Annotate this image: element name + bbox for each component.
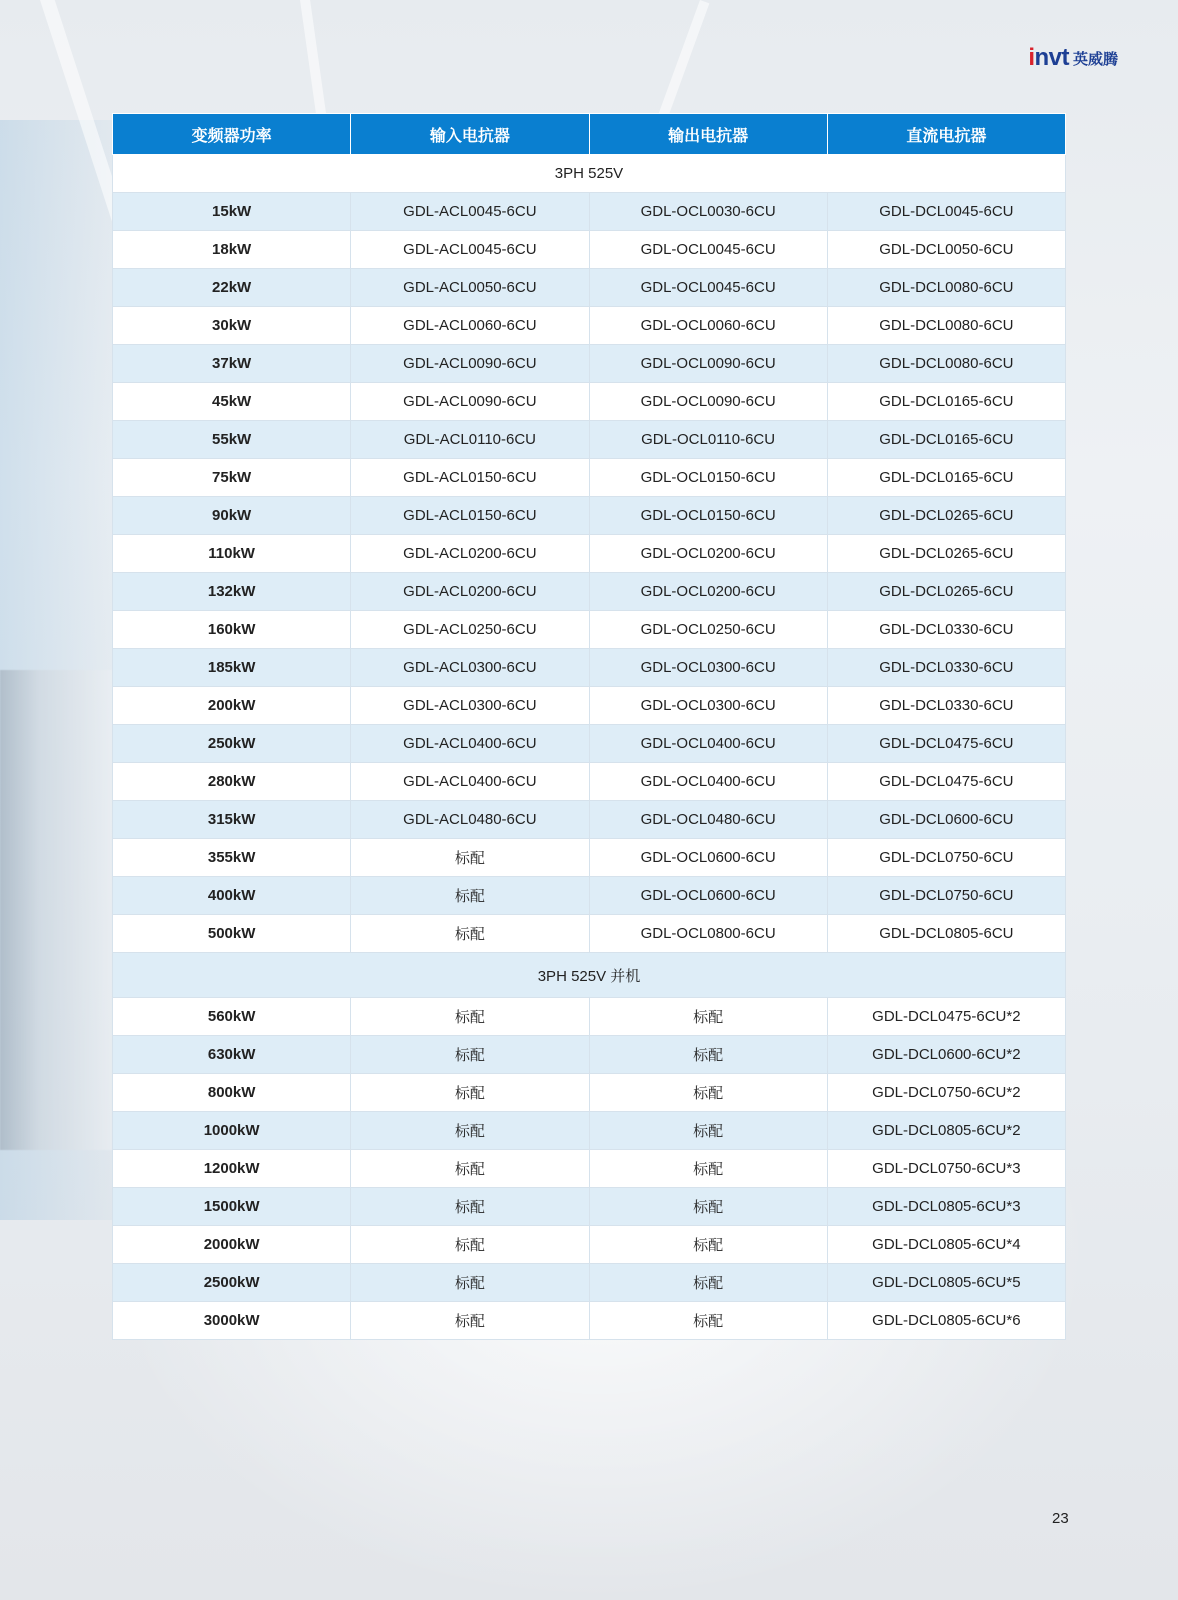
- table-row: [113, 497, 1066, 535]
- table-row: [113, 307, 1066, 345]
- cell-input-reactor: 标配: [351, 1264, 589, 1302]
- header-output-reactor: 输出电抗器: [589, 114, 827, 155]
- cell-dc-reactor: GDL-DCL0475-6CU: [827, 725, 1065, 763]
- table-row: [113, 231, 1066, 269]
- header-dc-reactor: 直流电抗器: [827, 114, 1065, 155]
- cell-output-reactor: GDL-OCL0200-6CU: [589, 573, 827, 611]
- cell-output-reactor: 标配: [589, 1036, 827, 1074]
- cell-input-reactor: 标配: [351, 1226, 589, 1264]
- cell-output-reactor: GDL-OCL0110-6CU: [589, 421, 827, 459]
- table-row: [113, 1302, 1066, 1340]
- table-row: [113, 725, 1066, 763]
- cell-dc-reactor: GDL-DCL0750-6CU: [827, 839, 1065, 877]
- cell-dc-reactor: GDL-DCL0750-6CU*3: [827, 1150, 1065, 1188]
- brand-mark-i: i: [1028, 44, 1035, 71]
- cell-output-reactor: GDL-OCL0300-6CU: [589, 649, 827, 687]
- cell-dc-reactor: GDL-DCL0805-6CU*5: [827, 1264, 1065, 1302]
- table-row: [113, 801, 1066, 839]
- cell-dc-reactor: GDL-DCL0750-6CU: [827, 877, 1065, 915]
- cell-output-reactor: GDL-OCL0800-6CU: [589, 915, 827, 953]
- cell-dc-reactor: GDL-DCL0600-6CU*2: [827, 1036, 1065, 1074]
- cell-power: 800kW: [113, 1074, 351, 1112]
- table-row: [113, 383, 1066, 421]
- table-row: [113, 611, 1066, 649]
- cell-power: 160kW: [113, 611, 351, 649]
- cell-output-reactor: GDL-OCL0200-6CU: [589, 535, 827, 573]
- cell-input-reactor: GDL-ACL0480-6CU: [351, 801, 589, 839]
- cell-power: 280kW: [113, 763, 351, 801]
- cell-input-reactor: GDL-ACL0150-6CU: [351, 459, 589, 497]
- table-row: [113, 1074, 1066, 1112]
- table-row: [113, 649, 1066, 687]
- reactor-table: [112, 113, 1066, 1340]
- cell-power: 3000kW: [113, 1302, 351, 1340]
- cell-output-reactor: GDL-OCL0600-6CU: [589, 839, 827, 877]
- cell-dc-reactor: GDL-DCL0805-6CU*3: [827, 1188, 1065, 1226]
- cell-dc-reactor: GDL-DCL0805-6CU*2: [827, 1112, 1065, 1150]
- cell-power: 400kW: [113, 877, 351, 915]
- cell-input-reactor: 标配: [351, 1036, 589, 1074]
- section-title: 3PH 525V 并机: [113, 953, 1066, 998]
- cell-output-reactor: 标配: [589, 1302, 827, 1340]
- cell-power: 1500kW: [113, 1188, 351, 1226]
- cell-input-reactor: 标配: [351, 1188, 589, 1226]
- cell-dc-reactor: GDL-DCL0080-6CU: [827, 269, 1065, 307]
- table-header-row: [113, 114, 1066, 155]
- cell-power: 2000kW: [113, 1226, 351, 1264]
- cell-output-reactor: GDL-OCL0150-6CU: [589, 497, 827, 535]
- cell-output-reactor: 标配: [589, 1226, 827, 1264]
- table-row: [113, 877, 1066, 915]
- cell-dc-reactor: GDL-DCL0050-6CU: [827, 231, 1065, 269]
- cell-dc-reactor: GDL-DCL0475-6CU: [827, 763, 1065, 801]
- cell-power: 200kW: [113, 687, 351, 725]
- cell-input-reactor: GDL-ACL0150-6CU: [351, 497, 589, 535]
- cell-dc-reactor: GDL-DCL0805-6CU*4: [827, 1226, 1065, 1264]
- cell-power: 560kW: [113, 998, 351, 1036]
- cell-output-reactor: GDL-OCL0090-6CU: [589, 383, 827, 421]
- cell-dc-reactor: GDL-DCL0330-6CU: [827, 649, 1065, 687]
- section-row: [113, 155, 1066, 193]
- cell-dc-reactor: GDL-DCL0265-6CU: [827, 573, 1065, 611]
- cell-power: 2500kW: [113, 1264, 351, 1302]
- cell-dc-reactor: GDL-DCL0080-6CU: [827, 307, 1065, 345]
- cell-output-reactor: GDL-OCL0600-6CU: [589, 877, 827, 915]
- cell-input-reactor: GDL-ACL0200-6CU: [351, 573, 589, 611]
- cell-input-reactor: 标配: [351, 839, 589, 877]
- page-number: 23: [1052, 1510, 1069, 1527]
- cell-output-reactor: GDL-OCL0250-6CU: [589, 611, 827, 649]
- table-row: [113, 1264, 1066, 1302]
- cell-input-reactor: 标配: [351, 998, 589, 1036]
- cell-input-reactor: GDL-ACL0045-6CU: [351, 193, 589, 231]
- cell-input-reactor: 标配: [351, 1074, 589, 1112]
- section-title: 3PH 525V: [113, 155, 1066, 193]
- brand-name-cn: 英威腾: [1072, 49, 1118, 68]
- table-row: [113, 421, 1066, 459]
- cell-dc-reactor: GDL-DCL0805-6CU*6: [827, 1302, 1065, 1340]
- header-input-reactor: 输入电抗器: [351, 114, 589, 155]
- cell-dc-reactor: GDL-DCL0165-6CU: [827, 421, 1065, 459]
- table-row: [113, 839, 1066, 877]
- cell-input-reactor: GDL-ACL0300-6CU: [351, 687, 589, 725]
- cell-dc-reactor: GDL-DCL0805-6CU: [827, 915, 1065, 953]
- cell-dc-reactor: GDL-DCL0165-6CU: [827, 459, 1065, 497]
- cell-output-reactor: 标配: [589, 1188, 827, 1226]
- cell-input-reactor: GDL-ACL0110-6CU: [351, 421, 589, 459]
- table-row: [113, 535, 1066, 573]
- cell-output-reactor: GDL-OCL0400-6CU: [589, 725, 827, 763]
- table-row: [113, 1226, 1066, 1264]
- cell-power: 45kW: [113, 383, 351, 421]
- table-row: [113, 915, 1066, 953]
- cell-dc-reactor: GDL-DCL0475-6CU*2: [827, 998, 1065, 1036]
- cell-power: 37kW: [113, 345, 351, 383]
- cell-output-reactor: 标配: [589, 998, 827, 1036]
- cell-input-reactor: GDL-ACL0045-6CU: [351, 231, 589, 269]
- cell-input-reactor: 标配: [351, 1112, 589, 1150]
- cell-power: 1200kW: [113, 1150, 351, 1188]
- cell-dc-reactor: GDL-DCL0330-6CU: [827, 611, 1065, 649]
- table-row: [113, 1112, 1066, 1150]
- table-row: [113, 998, 1066, 1036]
- cell-power: 55kW: [113, 421, 351, 459]
- cell-dc-reactor: GDL-DCL0265-6CU: [827, 497, 1065, 535]
- brand-mark-rest: nvt: [1034, 44, 1069, 71]
- table-row: [113, 459, 1066, 497]
- cell-dc-reactor: GDL-DCL0045-6CU: [827, 193, 1065, 231]
- table-body: [113, 155, 1066, 1340]
- header-inverter-power: 变频器功率: [113, 114, 351, 155]
- cell-output-reactor: 标配: [589, 1112, 827, 1150]
- cell-dc-reactor: GDL-DCL0750-6CU*2: [827, 1074, 1065, 1112]
- cell-power: 30kW: [113, 307, 351, 345]
- cell-input-reactor: 标配: [351, 915, 589, 953]
- cell-output-reactor: GDL-OCL0030-6CU: [589, 193, 827, 231]
- cell-input-reactor: GDL-ACL0060-6CU: [351, 307, 589, 345]
- cell-input-reactor: GDL-ACL0200-6CU: [351, 535, 589, 573]
- cell-power: 500kW: [113, 915, 351, 953]
- cell-power: 355kW: [113, 839, 351, 877]
- cell-output-reactor: GDL-OCL0150-6CU: [589, 459, 827, 497]
- table-row: [113, 345, 1066, 383]
- cell-input-reactor: GDL-ACL0300-6CU: [351, 649, 589, 687]
- brand-logo: [1028, 44, 1118, 72]
- cell-input-reactor: GDL-ACL0400-6CU: [351, 725, 589, 763]
- table-row: [113, 573, 1066, 611]
- cell-power: 90kW: [113, 497, 351, 535]
- cell-input-reactor: 标配: [351, 1150, 589, 1188]
- cell-power: 110kW: [113, 535, 351, 573]
- cell-dc-reactor: GDL-DCL0600-6CU: [827, 801, 1065, 839]
- cell-power: 22kW: [113, 269, 351, 307]
- cell-output-reactor: GDL-OCL0045-6CU: [589, 231, 827, 269]
- cell-power: 1000kW: [113, 1112, 351, 1150]
- cell-output-reactor: GDL-OCL0090-6CU: [589, 345, 827, 383]
- cell-output-reactor: GDL-OCL0060-6CU: [589, 307, 827, 345]
- cell-dc-reactor: GDL-DCL0330-6CU: [827, 687, 1065, 725]
- cell-power: 185kW: [113, 649, 351, 687]
- cell-input-reactor: GDL-ACL0400-6CU: [351, 763, 589, 801]
- cell-power: 75kW: [113, 459, 351, 497]
- cell-input-reactor: GDL-ACL0050-6CU: [351, 269, 589, 307]
- cell-output-reactor: GDL-OCL0045-6CU: [589, 269, 827, 307]
- cell-input-reactor: GDL-ACL0090-6CU: [351, 345, 589, 383]
- brand-mark: [1028, 44, 1069, 72]
- cell-power: 315kW: [113, 801, 351, 839]
- cell-input-reactor: GDL-ACL0090-6CU: [351, 383, 589, 421]
- cell-power: 18kW: [113, 231, 351, 269]
- cell-input-reactor: 标配: [351, 1302, 589, 1340]
- cell-power: 15kW: [113, 193, 351, 231]
- cell-output-reactor: 标配: [589, 1264, 827, 1302]
- cell-power: 630kW: [113, 1036, 351, 1074]
- cell-power: 250kW: [113, 725, 351, 763]
- cell-input-reactor: 标配: [351, 877, 589, 915]
- table-row: [113, 763, 1066, 801]
- table-row: [113, 687, 1066, 725]
- cell-output-reactor: GDL-OCL0480-6CU: [589, 801, 827, 839]
- table-row: [113, 269, 1066, 307]
- cell-output-reactor: 标配: [589, 1150, 827, 1188]
- table-row: [113, 1036, 1066, 1074]
- cell-dc-reactor: GDL-DCL0265-6CU: [827, 535, 1065, 573]
- cell-dc-reactor: GDL-DCL0165-6CU: [827, 383, 1065, 421]
- table-row: [113, 1150, 1066, 1188]
- cell-output-reactor: GDL-OCL0300-6CU: [589, 687, 827, 725]
- table-row: [113, 193, 1066, 231]
- section-row: [113, 953, 1066, 998]
- cell-output-reactor: 标配: [589, 1074, 827, 1112]
- background-machine: [0, 670, 112, 1150]
- table-row: [113, 1188, 1066, 1226]
- cell-output-reactor: GDL-OCL0400-6CU: [589, 763, 827, 801]
- cell-power: 132kW: [113, 573, 351, 611]
- cell-dc-reactor: GDL-DCL0080-6CU: [827, 345, 1065, 383]
- cell-input-reactor: GDL-ACL0250-6CU: [351, 611, 589, 649]
